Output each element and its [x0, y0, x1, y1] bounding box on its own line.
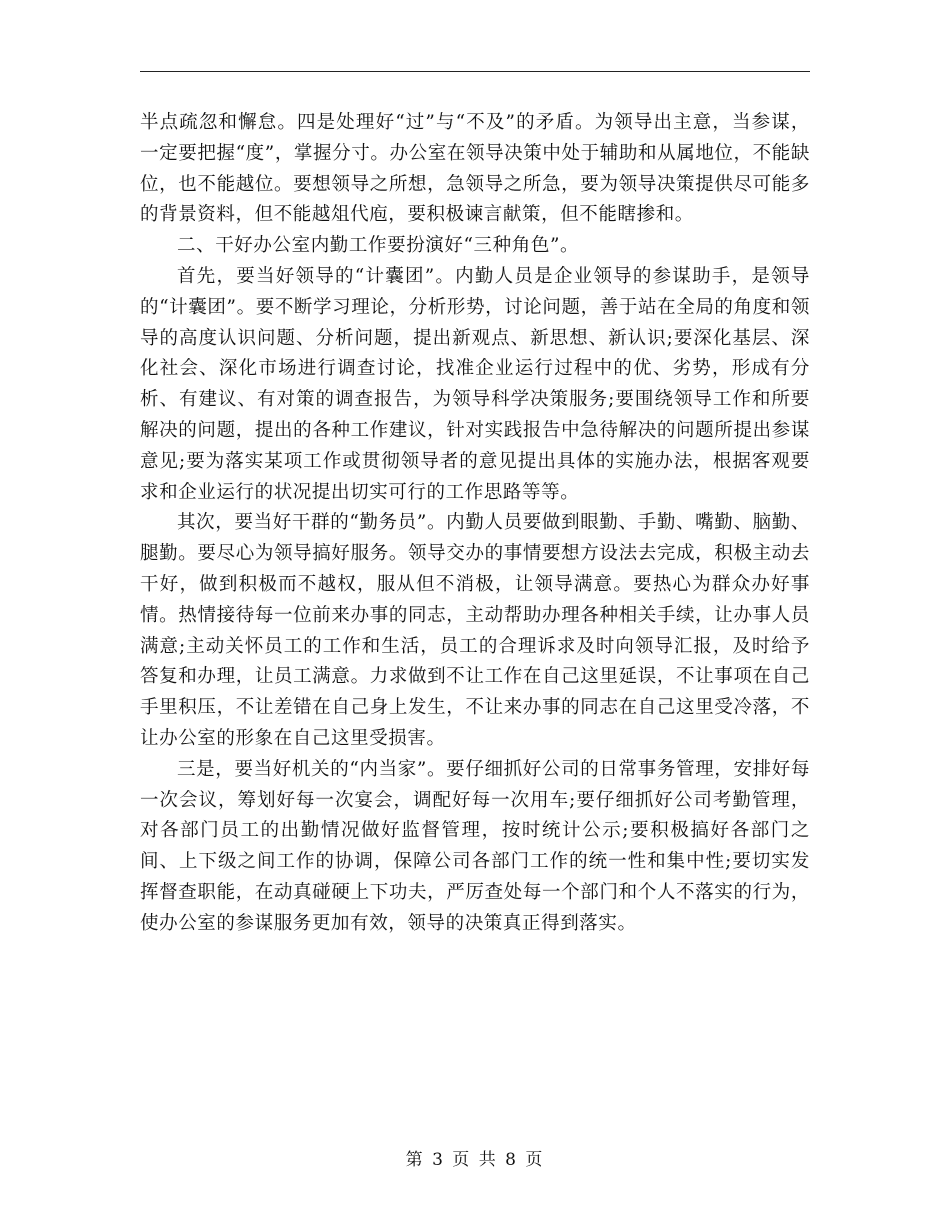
- paragraph-second-role: 其次，要当好干群的“勤务员”。内勤人员要做到眼勤、手勤、嘴勤、脑勤、腿勤。要尽心为领导搞好服务。领导交办的事情要想方设法去完成，积极主动去干好，做到积极而不越权，服从但不消极，让领导满意。要热心为群众办好事情。热情接待每一位前来办事的同志，主动帮助办理各种相关手续，让办事人员满意;主动关怀员工的工作和生活，员工的合理诉求及时向领导汇报，及时给予答复和办理，让员工满意。力求做到不让工作在自己这里延误，不让事项在自己手里积压，不让差错在自己身上发生，不让来办事的同志在自己这里受冷落，不让办公室的形象在自己这里受损害。: [140, 512, 810, 749]
- paragraph-continued: 半点疏忽和懈怠。四是处理好“过”与“不及”的矛盾。为领导出主意，当参谋，一定要把握“度”，掌握分寸。办公室在领导决策中处于辅助和从属地位，不能缺位，也不能越位。要想领导之所想，急领导之所急，要为领导决策提供尽可能多的背景资料，但不能越俎代庖，要积极谏言献策，但不能瞎掺和。: [140, 112, 810, 226]
- section-heading: 二、干好办公室内勤工作要扮演好“三种角色”。: [177, 235, 580, 257]
- paragraph-third-role: 三是，要当好机关的“内当家”。要仔细抓好公司的日常事务管理，安排好每一次会议，筹划好每一次宴会，调配好每一次用车;要仔细抓好公司考勤管理，对各部门员工的出勤情况做好监督管理，按时统计公示;要积极搞好各部门之间、上下级之间工作的协调，保障公司各部门工作的统一性和集中性;要切实发挥督查职能，在动真碰硬上下功夫，严厉查处每一个部门和个人不落实的行为，使办公室的参谋服务更加有效，领导的决策真正得到落实。: [140, 758, 810, 934]
- paragraph-first-role: 首先，要当好领导的“计囊团”。内勤人员是企业领导的参谋助手，是领导的“计囊团”。要不断学习理论，分析形势，讨论问题，善于站在全局的角度和领导的高度认识问题、分析问题，提出新观点、新思想、新认识;要深化基层、深化社会、深化市场进行调查讨论，找准企业运行过程中的优、劣势，形成有分析、有建议、有对策的调查报告，为领导科学决策服务;要围绕领导工作和所要解决的问题，提出的各种工作建议，针对实践报告中急待解决的问题所提出参谋意见;要为落实某项工作或贯彻领导者的意见提出具体的实施办法，根据客观要求和企业运行的状况提出切实可行的工作思路等等。: [140, 265, 810, 503]
- page-number: 第 3 页 共 8 页: [405, 1150, 545, 1170]
- document-body: [140, 108, 810, 940]
- header-rule: [140, 71, 810, 72]
